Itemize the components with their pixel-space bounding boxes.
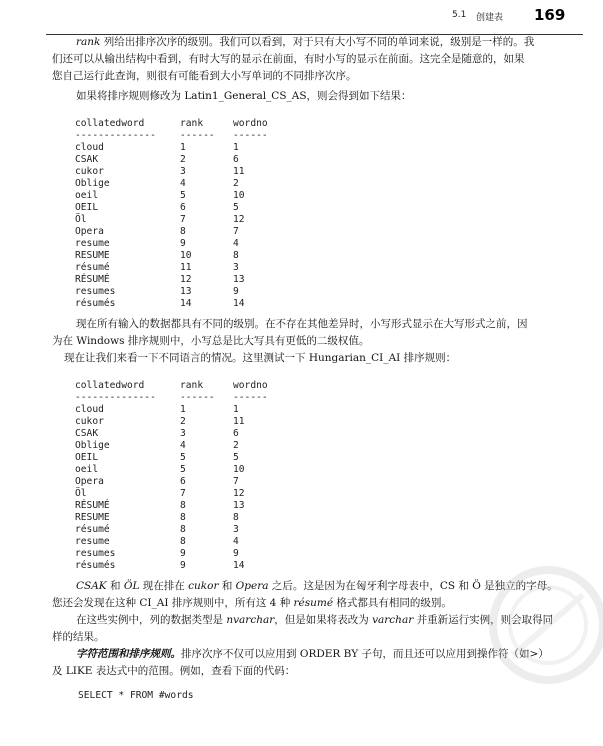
italic-term: rank [76,36,101,48]
table-cell: 12 [180,274,192,285]
text-line: 您自己运行此查询，则很有可能看到大小写单词的不同排序次序。 [52,70,357,82]
table-cell: 8 [180,226,186,237]
table-cell: 6 [233,154,239,165]
table-cell: cloud [75,142,104,153]
table-cell: 5 [180,464,186,475]
table-cell: 2 [233,440,239,451]
table-cell: ------ [233,130,268,141]
text-line: 们还可以从输出结构中看到，有时大写的显示在前面，有时小写的显示在前面。这完全是随意的，如果 [52,53,525,65]
table-cell: 13 [233,500,245,511]
table-cell: 9 [233,286,239,297]
table-cell: 3 [180,166,186,177]
text-line: 现在所有输入的数据都具有不同的级别。在不存在其他差异时，小写形式显示在大写形式之前，因 [76,318,528,330]
table-cell: 8 [180,500,186,511]
table-cell: 11 [233,166,245,177]
text-line: 您还会发现在这种 CI_AI 排序规则中，所有这 4 种 résumé 格式都具有相同的级别。 [52,597,452,609]
watermark-stamp [473,560,603,690]
table-cell: 11 [180,262,192,273]
table-cell: 12 [233,488,245,499]
italic-term: nvarchar [226,614,275,626]
table-cell: OEIL [75,452,99,463]
table-cell: 4 [233,238,239,249]
text-line: 现在让我们来看一下不同语言的情况。这里测试一下 Hungarian_CI_AI 排序规则： [64,352,457,364]
table-cell: 9 [180,548,186,559]
section-title: 创建表 [476,13,504,23]
table-cell: 8 [180,524,186,535]
table-cell: 3 [180,428,186,439]
table-cell: 1 [180,142,186,153]
table-cell: collatedword [75,118,145,129]
table-cell: ------ [233,392,268,403]
text-line: CSAK 和 ÖL 现在排在 cukor 和 Opera 之后。这是因为在匈牙利字母表中，CS 和 Ö 是独立的字母。 [76,580,558,592]
table-cell: oeil [75,190,99,201]
table-cell: Oblige [75,440,110,451]
text-line: 样的结果。 [52,631,105,643]
table-cell: rank [180,380,204,391]
text-line: 及 LIKE 表达式中的范围。例如，查看下面的代码： [52,665,296,677]
italic-term: Opera [235,580,269,592]
table-cell: 6 [233,428,239,439]
table-cell: 9 [180,560,186,571]
table-cell: 3 [233,524,239,535]
table-cell: cloud [75,404,104,415]
table-cell: 9 [180,238,186,249]
table-cell: Oblige [75,178,110,189]
table-cell: -------------- [75,130,156,141]
table-cell: cukor [75,416,104,427]
table-cell: rank [180,118,204,129]
paragraph-different-ranks [52,316,584,367]
table-cell: resumes [75,548,116,559]
table-cell: 14 [233,298,245,309]
table-cell: CSAK [75,154,99,165]
paragraph-latin1-intro [76,88,596,105]
table-cell: 13 [233,274,245,285]
table-cell: Opera [75,226,104,237]
table-cell: 4 [180,440,186,451]
paragraph-rank-explanation [52,34,584,85]
table-cell: OEIL [75,202,99,213]
table-cell: wordno [233,380,268,391]
italic-term: cukor [188,580,219,592]
table-cell: 10 [233,464,245,475]
page-header [0,6,603,26]
table-cell: 6 [180,476,186,487]
table-cell: 9 [233,548,239,559]
table-cell: collatedword [75,380,145,391]
table-cell: 8 [233,512,239,523]
italic-term: CSAK [76,580,107,592]
table-cell: 6 [180,202,186,213]
table-cell: 13 [180,286,192,297]
table-cell: résumé [75,524,110,535]
table-cell: 5 [180,190,186,201]
table-cell: 4 [180,178,186,189]
table-cell: 2 [180,416,186,427]
table-cell: 5 [180,452,186,463]
table-cell: CSAK [75,428,99,439]
table-cell: 10 [233,190,245,201]
table-cell: 7 [180,214,186,225]
code-sample: SELECT * FROM #words [78,690,194,701]
table-cell: 1 [233,142,239,153]
table-cell: 7 [233,476,239,487]
table-cell: résumé [75,262,110,273]
table-cell: 1 [180,404,186,415]
italic-term: résumé [293,597,334,609]
table-cell: 10 [180,250,192,261]
table-cell: Öl [75,488,87,499]
subsection-heading: 字符范围和排序规则。 [76,648,181,660]
table-cell: RÉSUMÉ [75,274,110,285]
table-cell: 7 [233,226,239,237]
table-cell: RESUME [75,512,110,523]
table-cell: 2 [180,154,186,165]
table-cell: 3 [233,262,239,273]
table-cell: -------------- [75,392,156,403]
table-cell: Öl [75,214,87,225]
table-cell: 7 [180,488,186,499]
table-cell: resume [75,238,110,249]
table-cell: 11 [233,416,245,427]
table-cell: ------ [180,130,215,141]
table-cell: resume [75,536,110,547]
table-cell: 8 [180,536,186,547]
page-number: 169 [534,6,566,24]
table-cell: Opera [75,476,104,487]
table-cell: 4 [233,536,239,547]
table-cell: 5 [233,202,239,213]
section-number: 5.1 [452,10,467,20]
table-cell: 14 [180,298,192,309]
table-cell: ------ [180,392,215,403]
table-cell: résumés [75,298,116,309]
text-line: 为在 Windows 排序规则中，小写总是比大写具有更低的二级权值。 [52,335,370,347]
table-cell: 1 [233,404,239,415]
text-line: 在这些实例中，列的数据类型是 nvarchar，但是如果将表改为 varchar 并重新运行实例，则会取得同 [76,614,554,626]
table-cell: 8 [233,250,239,261]
table-cell: RÉSUMÉ [75,500,110,511]
table-cell: wordno [233,118,268,129]
text-line: 如果将排序规则修改为 Latin1_General_CS_AS，则会得到如下结果： [76,90,412,102]
table-cell: résumés [75,560,116,571]
table-cell: 2 [233,178,239,189]
italic-term: varchar [372,614,414,626]
text-line: 字符范围和排序规则。排序次序不仅可以应用到 ORDER BY 子句，而且还可以应用到操作符（如>） [76,648,549,660]
table-cell: RESUME [75,250,110,261]
table-cell: oeil [75,464,99,475]
table-cell: resumes [75,286,116,297]
table-cell: 14 [233,560,245,571]
table-cell: 5 [233,452,239,463]
text-line: rank 列给出排序次序的级别。我们可以看到，对于只有大小写不同的单词来说，级别是一样的。我 [76,36,535,48]
table-cell: cukor [75,166,104,177]
table-cell: 12 [233,214,245,225]
table-cell: 8 [180,512,186,523]
italic-term: ÖL [123,580,140,592]
